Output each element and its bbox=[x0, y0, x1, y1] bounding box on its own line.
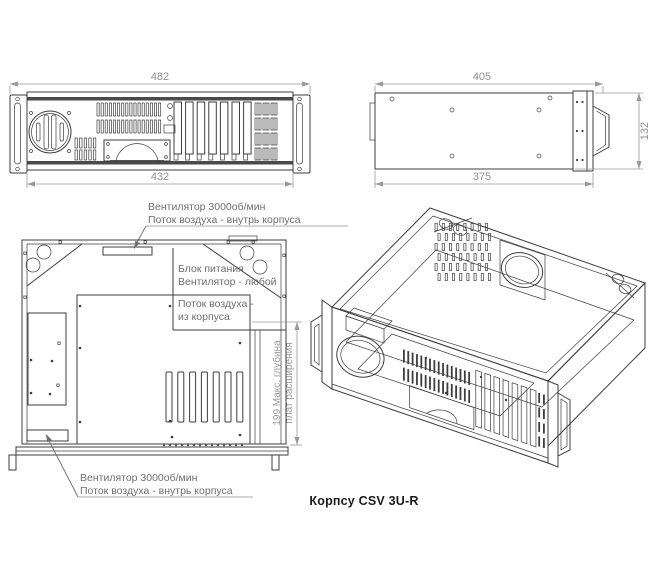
top-chassis-walls bbox=[22, 236, 286, 444]
front-drive-bay bbox=[104, 140, 170, 161]
front-dim-overall bbox=[10, 71, 310, 94]
front-fan-note-line2: Поток воздуха - внутрь корпуса bbox=[80, 485, 233, 497]
rear-fan-note-line1: Вентилятор 3000об/мин bbox=[148, 201, 266, 213]
top-wall-screws bbox=[24, 241, 285, 299]
side-dim-overall bbox=[375, 71, 603, 93]
psu-note-line3: Поток воздуха - bbox=[178, 298, 254, 310]
iso-right-side bbox=[548, 283, 645, 446]
depth-dim-line1: 199 Макс. глубина bbox=[272, 340, 283, 426]
front-fan bbox=[29, 111, 71, 153]
psu-note-line1: Блок питания bbox=[178, 263, 244, 275]
psu-note-line4: из корпуса bbox=[178, 311, 230, 323]
front-right-vent-grid bbox=[255, 103, 277, 160]
front-dim-body bbox=[27, 171, 293, 188]
side-dim-height bbox=[575, 93, 651, 169]
top-expansion-slots bbox=[166, 372, 243, 422]
dim-label-482: 482 bbox=[150, 71, 170, 83]
side-front-panel bbox=[573, 91, 609, 171]
dim-label-375: 375 bbox=[472, 171, 492, 183]
front-lower-vent-block bbox=[75, 138, 96, 160]
front-face-panel bbox=[27, 92, 293, 170]
front-view-drawing bbox=[0, 62, 334, 196]
front-leds-and-button bbox=[164, 104, 175, 133]
top-front-panel bbox=[9, 447, 288, 470]
depth-dimension bbox=[252, 322, 302, 445]
front-vent-slats bbox=[97, 103, 161, 133]
front-fan-note-line1: Вентилятор 3000об/мин bbox=[80, 472, 198, 484]
side-body bbox=[370, 93, 573, 169]
side-view-drawing bbox=[352, 62, 660, 198]
drawing-caption: Корпсу CSV 3U-R bbox=[309, 494, 419, 508]
psu-annotation bbox=[178, 263, 277, 323]
psu-note-line2: Вентилятор - любой bbox=[178, 276, 277, 288]
side-dim-body bbox=[375, 171, 593, 188]
iso-front-panel bbox=[311, 300, 570, 467]
dim-label-432: 432 bbox=[150, 171, 170, 183]
rear-fan-note-line2: Поток воздуха - внутрь корпуса bbox=[148, 214, 301, 226]
standoff-holes bbox=[30, 305, 242, 439]
depth-dim-line2: плат расширения bbox=[284, 342, 295, 424]
front-edge-holes bbox=[163, 444, 243, 446]
front-expansion-slots bbox=[174, 102, 251, 160]
iso-view-drawing bbox=[296, 188, 660, 488]
rear-fan-mount bbox=[103, 247, 152, 255]
dim-label-132: 132 bbox=[639, 121, 651, 141]
drive-cage bbox=[28, 313, 66, 405]
iso-interior bbox=[346, 217, 634, 416]
dim-label-405: 405 bbox=[472, 71, 492, 83]
